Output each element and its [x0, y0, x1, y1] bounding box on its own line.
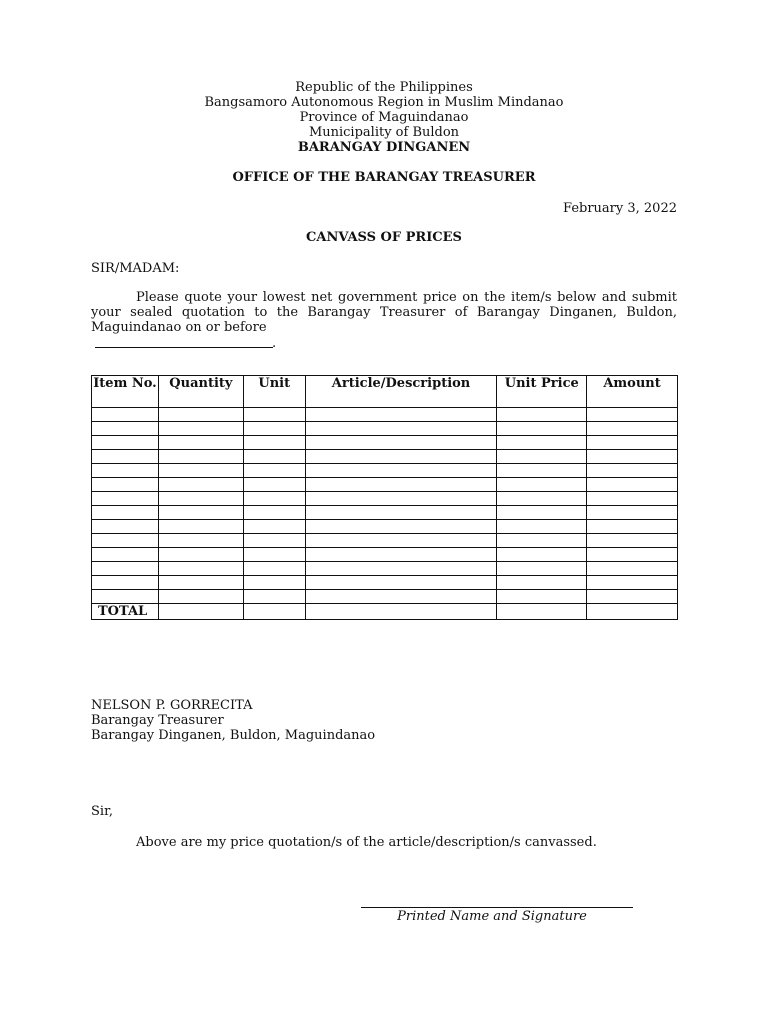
quantity-cell[interactable]	[158, 492, 243, 506]
quantity-cell[interactable]	[158, 464, 243, 478]
header-region: Bangsamoro Autonomous Region in Muslim Mindanao	[204, 95, 564, 110]
closing-greeting: Sir,	[91, 804, 113, 819]
article-cell[interactable]	[305, 464, 497, 478]
salutation: SIR/MADAM:	[91, 261, 180, 276]
unit-cell[interactable]	[243, 590, 305, 604]
article-cell[interactable]	[305, 422, 497, 436]
unit-price-cell[interactable]	[497, 478, 587, 492]
unit-price-cell[interactable]	[497, 450, 587, 464]
treasurer-position: Barangay Treasurer	[91, 713, 224, 728]
header-province: Province of Maguindanao	[299, 110, 469, 125]
quantity-cell[interactable]	[158, 506, 243, 520]
item-no-cell[interactable]	[92, 576, 159, 590]
unit-price-cell[interactable]	[497, 506, 587, 520]
amount-cell[interactable]	[587, 590, 678, 604]
page-title: CANVASS OF PRICES	[306, 230, 462, 245]
unit-price-cell[interactable]	[497, 464, 587, 478]
article-cell[interactable]	[305, 408, 497, 422]
amount-cell[interactable]	[587, 450, 678, 464]
unit-price-cell[interactable]	[497, 492, 587, 506]
col-header-quantity: Quantity	[158, 376, 243, 408]
table-row	[92, 450, 678, 464]
article-cell[interactable]	[305, 436, 497, 450]
unit-cell[interactable]	[243, 436, 305, 450]
article-cell[interactable]	[305, 590, 497, 604]
article-cell[interactable]	[305, 520, 497, 534]
total-row	[92, 604, 678, 620]
article-cell[interactable]	[305, 478, 497, 492]
unit-price-cell[interactable]	[497, 422, 587, 436]
item-no-cell[interactable]	[92, 590, 159, 604]
amount-cell[interactable]	[587, 548, 678, 562]
item-no-cell[interactable]	[92, 548, 159, 562]
unit-price-cell[interactable]	[497, 408, 587, 422]
item-no-cell[interactable]	[92, 506, 159, 520]
amount-cell[interactable]	[587, 506, 678, 520]
treasurer-name: NELSON P. GORRECITA	[91, 698, 253, 713]
unit-price-cell[interactable]	[497, 534, 587, 548]
amount-cell[interactable]	[587, 534, 678, 548]
item-no-cell[interactable]	[92, 534, 159, 548]
amount-cell[interactable]	[587, 464, 678, 478]
quantity-cell[interactable]	[158, 436, 243, 450]
unit-price-cell[interactable]	[497, 576, 587, 590]
quantity-cell[interactable]	[158, 422, 243, 436]
unit-cell[interactable]	[243, 492, 305, 506]
item-no-cell[interactable]	[92, 450, 159, 464]
amount-cell[interactable]	[587, 408, 678, 422]
item-no-cell[interactable]	[92, 492, 159, 506]
header-office: OFFICE OF THE BARANGAY TREASURER	[232, 170, 536, 185]
table-row	[92, 422, 678, 436]
deadline-blank-field[interactable]	[95, 347, 273, 348]
unit-cell[interactable]	[243, 464, 305, 478]
unit-cell[interactable]	[243, 548, 305, 562]
amount-cell[interactable]	[587, 562, 678, 576]
item-no-cell[interactable]	[92, 464, 159, 478]
article-cell[interactable]	[305, 576, 497, 590]
table-row	[92, 590, 678, 604]
item-no-cell[interactable]	[92, 436, 159, 450]
document-date: February 3, 2022	[563, 201, 677, 216]
table-row	[92, 520, 678, 534]
quantity-cell[interactable]	[158, 520, 243, 534]
total-amount-cell[interactable]	[587, 604, 678, 620]
total-article-cell[interactable]	[305, 604, 497, 620]
closing-statement: Above are my price quotation/s of the article/description/s canvassed.	[136, 835, 597, 850]
quantity-cell[interactable]	[158, 576, 243, 590]
total-unit-price-cell[interactable]	[497, 604, 587, 620]
table-header-row	[92, 376, 678, 408]
col-header-article: Article/Description	[305, 376, 497, 408]
unit-price-cell[interactable]	[497, 562, 587, 576]
table-row	[92, 408, 678, 422]
table-row	[92, 506, 678, 520]
canvass-table	[91, 375, 678, 620]
unit-price-cell[interactable]	[497, 590, 587, 604]
table-row	[92, 548, 678, 562]
header-barangay: BARANGAY DINGANEN	[297, 140, 471, 155]
quantity-cell[interactable]	[158, 548, 243, 562]
unit-cell[interactable]	[243, 576, 305, 590]
unit-cell[interactable]	[243, 422, 305, 436]
unit-cell[interactable]	[243, 450, 305, 464]
quantity-cell[interactable]	[158, 534, 243, 548]
amount-cell[interactable]	[587, 436, 678, 450]
table-row	[92, 464, 678, 478]
quantity-cell[interactable]	[158, 562, 243, 576]
total-quantity-cell[interactable]	[158, 604, 243, 620]
table-row	[92, 436, 678, 450]
table-row	[92, 562, 678, 576]
article-cell[interactable]	[305, 450, 497, 464]
table-row	[92, 492, 678, 506]
amount-cell[interactable]	[587, 492, 678, 506]
treasurer-address: Barangay Dinganen, Buldon, Maguindanao	[91, 728, 376, 743]
signature-line[interactable]	[361, 907, 633, 908]
request-paragraph: Please quote your lowest net government price on the item/s below and submit your sealed quotation to the Barangay Treasurer of Barangay Dinganen, Buldon, Maguindanao on or before	[91, 290, 677, 335]
table-row	[92, 534, 678, 548]
item-no-cell[interactable]	[92, 478, 159, 492]
item-no-cell[interactable]	[92, 562, 159, 576]
total-label: TOTAL	[92, 604, 159, 620]
amount-cell[interactable]	[587, 520, 678, 534]
unit-cell[interactable]	[243, 562, 305, 576]
article-cell[interactable]	[305, 534, 497, 548]
deadline-period: .	[272, 336, 277, 351]
quantity-cell[interactable]	[158, 450, 243, 464]
header-republic: Republic of the Philippines	[295, 80, 473, 95]
article-cell[interactable]	[305, 492, 497, 506]
article-cell[interactable]	[305, 562, 497, 576]
item-no-cell[interactable]	[92, 520, 159, 534]
unit-cell[interactable]	[243, 408, 305, 422]
quantity-cell[interactable]	[158, 408, 243, 422]
header-municipality: Municipality of Buldon	[308, 125, 460, 140]
amount-cell[interactable]	[587, 478, 678, 492]
col-header-amount: Amount	[587, 376, 678, 408]
col-header-unit-price: Unit Price	[497, 376, 587, 408]
unit-cell[interactable]	[243, 506, 305, 520]
item-no-cell[interactable]	[92, 408, 159, 422]
unit-price-cell[interactable]	[497, 548, 587, 562]
unit-cell[interactable]	[243, 478, 305, 492]
item-no-cell[interactable]	[92, 422, 159, 436]
col-header-unit: Unit	[243, 376, 305, 408]
signature-label: Printed Name and Signature	[397, 909, 587, 924]
total-unit-cell[interactable]	[243, 604, 305, 620]
col-header-item-no: Item No.	[92, 376, 159, 408]
unit-price-cell[interactable]	[497, 436, 587, 450]
article-cell[interactable]	[305, 548, 497, 562]
quantity-cell[interactable]	[158, 478, 243, 492]
unit-price-cell[interactable]	[497, 520, 587, 534]
treasurer-block	[91, 698, 375, 743]
article-cell[interactable]	[305, 506, 497, 520]
table-row	[92, 478, 678, 492]
table-row	[92, 576, 678, 590]
unit-cell[interactable]	[243, 520, 305, 534]
unit-cell[interactable]	[243, 534, 305, 548]
amount-cell[interactable]	[587, 422, 678, 436]
quantity-cell[interactable]	[158, 590, 243, 604]
amount-cell[interactable]	[587, 576, 678, 590]
